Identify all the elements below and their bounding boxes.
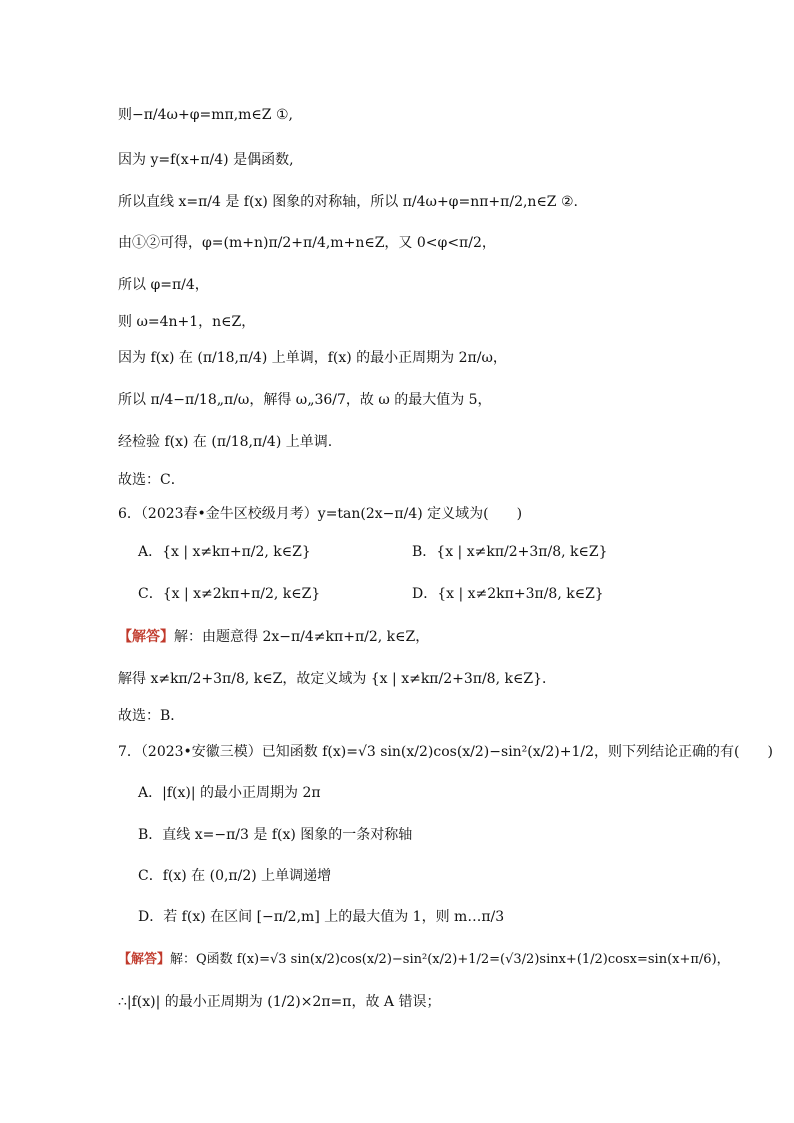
q6-answer-text: 故选：B． [118,708,185,724]
q6-option-a-text: A．{x | x≠kπ+π/2, k∈Z} [138,544,311,560]
text-l9: 经检验 f(x) 在 (π/18,π/4) 上单调. [118,434,333,450]
solution-line-9 [118,432,332,452]
q6-option-d [412,584,604,604]
q7-solution-label: 【解答】 [118,952,171,967]
q6-solution-label: 【解答】 [118,629,174,645]
q7-solution-1-text: 解：Q函数 f(x)=√3 sin(x/2)cos(x/2)−sin²(x/2)+1/2=(√3/2)sinx+(1/2)cosx=sin(x+π/6)， [170,952,730,967]
q7-option-c-text: C．f(x) 在 (0,π/2) 上单调递增 [138,868,332,884]
q7-option-b-text: B．直线 x=−π/3 是 f(x) 图象的一条对称轴 [138,827,413,843]
question-7-stem [118,742,773,762]
q7-option-d-text: D．若 f(x) 在区间 [−π/2,m] 上的最大值为 1，则 m…π/3 [138,909,505,925]
q6-option-c [138,584,320,604]
q6-option-b [412,542,608,562]
solution-line-3 [118,192,578,212]
solution-line-6 [118,312,255,332]
text-l10: 故选：C． [118,472,185,488]
solution-line-7 [118,348,507,368]
q6-solution-2-text: 解得 x≠kπ/2+3π/8, k∈Z，故定义域为 {x | x≠kπ/2+3π/8, k∈Z}． [118,671,556,687]
q6-solution-1 [118,627,429,647]
q7-option-c [138,866,331,886]
text-l5: 所以 φ=π/4， [118,277,209,293]
question-6-stem [118,504,522,524]
text-l3: 所以直线 x=π/4 是 f(x) 图象的对称轴，所以 π/4ω+φ=nπ+π/2,n∈Z ②. [118,194,578,210]
solution-line-1 [118,105,293,125]
q7-stem-text: 7．（2023•安徽三模）已知函数 f(x)=√3 sin(x/2)cos(x/2)−sin²(x/2)+1/2，则下列结论正确的有( ) [118,744,773,760]
q7-option-a [138,783,321,803]
solution-line-8 [118,390,492,410]
q6-stem-text: 6．（2023春•金牛区校级月考）y=tan(2x−π/4) 定义域为( ) [118,506,523,522]
q6-option-d-text: D．{x | x≠2kπ+3π/8, k∈Z} [412,586,604,602]
q6-solution-2 [118,669,556,689]
q7-option-b [138,825,412,845]
q6-solution-1-text: 解：由题意得 2x−π/4≠kπ+π/2, k∈Z， [174,629,430,645]
q7-option-a-text: A．|f(x)| 的最小正周期为 2π [138,785,321,801]
solution-answer [118,470,185,490]
q6-option-b-text: B．{x | x≠kπ/2+3π/8, k∈Z} [412,544,608,560]
solution-line-2 [118,150,294,170]
solution-line-4 [118,233,496,253]
text-l1: 则−π/4ω+φ=mπ,m∈Z ①, [118,107,293,123]
text-l7: 因为 f(x) 在 (π/18,π/4) 上单调，f(x) 的最小正周期为 2π/ω， [118,350,507,366]
q7-solution-2 [118,992,440,1012]
q6-answer [118,706,184,726]
q6-option-c-text: C．{x | x≠2kπ+π/2, k∈Z} [138,586,321,602]
q7-option-d [138,907,504,927]
q6-option-a [138,542,311,562]
text-l8: 所以 π/4−π/18„π/ω，解得 ω„36/7，故 ω 的最大值为 5， [118,392,492,408]
q7-solution-2-text: ∴|f(x)| 的最小正周期为 (1/2)×2π=π，故 A 错误； [118,994,441,1010]
text-l6: 则 ω=4n+1，n∈Z， [118,314,256,330]
q7-solution-1 [118,950,730,970]
text-l4: 由①②可得，φ=(m+n)π/2+π/4,m+n∈Z，又 0<φ<π/2， [118,235,496,251]
text-l2: 因为 y=f(x+π/4) 是偶函数, [118,152,294,168]
solution-line-5 [118,275,209,295]
